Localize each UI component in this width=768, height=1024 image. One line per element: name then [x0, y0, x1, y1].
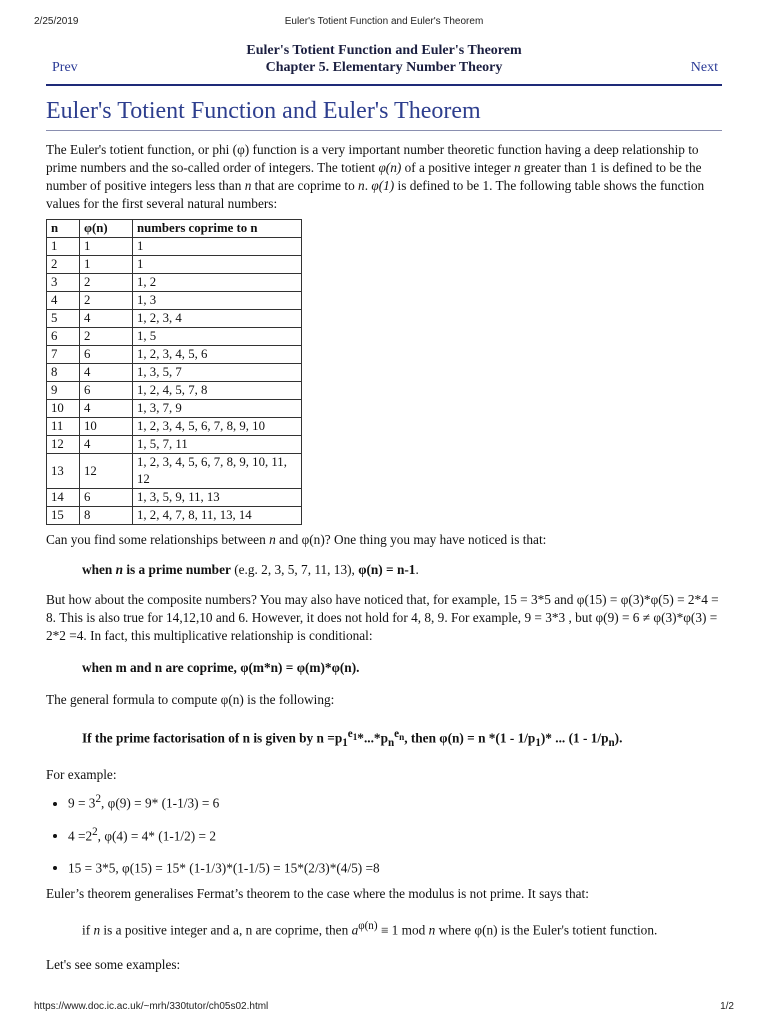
title-divider — [46, 130, 722, 131]
column-header-n: n — [47, 220, 80, 238]
example-list — [46, 790, 722, 877]
composite-paragraph: But how about the composite numbers? You may also have noticed that, for example, 15 = 3*5 and φ(15) = φ(3)*φ(5) = 2*4 = 8. This is also true for 14,12,10 and 6. However, it does not hold for 4, 8, 9. For example, 9 = 3*3 , but φ(9) = 6 ≠ φ(3)*φ(3) = 2*2 =4. In fact, this multiplicative relationship is conditional: — [46, 592, 719, 643]
print-url: https://www.doc.ic.ac.uk/~mrh/330tutor/ch05s02.html — [34, 1001, 269, 1012]
column-header-phi: φ(n) — [80, 220, 133, 238]
table-row: 4 2 1, 3 — [47, 292, 302, 310]
euler-intro: Euler’s theorem generalises Fermat’s theorem to the case where the modulus is not prime. It says that: — [46, 886, 589, 902]
table-row: 13 12 1, 2, 3, 4, 5, 6, 7, 8, 9, 10, 11, 12 — [47, 454, 302, 489]
table-row: 15 8 1, 2, 4, 7, 8, 11, 13, 14 — [47, 507, 302, 525]
table-row: 1 1 1 — [47, 238, 302, 256]
table-row: 10 4 1, 3, 7, 9 — [47, 400, 302, 418]
for-example-label: For example: — [46, 767, 117, 783]
table-row: 14 6 1, 3, 5, 9, 11, 13 — [47, 489, 302, 507]
coprime-rule: when m and n are coprime, φ(m*n) = φ(m)*φ(n). — [82, 660, 360, 675]
next-link[interactable]: Next — [690, 60, 718, 75]
nav-chapter: Chapter 5. Elementary Number Theory — [265, 60, 503, 75]
table-row: 7 6 1, 2, 3, 4, 5, 6 — [47, 346, 302, 364]
table-row: 12 4 1, 5, 7, 11 — [47, 436, 302, 454]
nav-title: Euler's Totient Function and Euler's Theorem — [246, 43, 522, 58]
general-formula: If the prime factorisation of n is given by $n =p_1^{e_1}*...*p_n^{e_n}$, then φ(n) = n $*(1 - 1/p_1)*$ ... $(1 - 1/p_n)$. — [82, 728, 623, 750]
intro-paragraph: The Euler's totient function, or phi (φ) function is a very important number theoretic function having a deep relationship to prime numbers and the so-called order of integers. The totient φ(n) of a positive integer n greater than 1 is defined to be the number of positive integers less than n that are coprime to n. φ(1) is defined to be 1. The following table shows the function values for the first several natural numbers: — [46, 142, 705, 211]
euler-statement: if n is a positive integer and a, n are coprime, then $a^{\varphi(n)} \equiv 1$ mod n where φ(n) is the Euler's totient function. — [82, 920, 658, 938]
table-row: 11 10 1, 2, 3, 4, 5, 6, 7, 8, 9, 10 — [47, 418, 302, 436]
table-row: 5 4 1, 2, 3, 4 — [47, 310, 302, 328]
table-row: 2 1 1 — [47, 256, 302, 274]
list-item: • 15 = 3*5, φ(15) = 15* (1-1/3)*(1-1/5) = 15*(2/3)*(4/5) =8 — [68, 855, 722, 877]
table-row: 6 2 1, 5 — [47, 328, 302, 346]
table-row: 9 6 1, 2, 4, 5, 7, 8 — [47, 382, 302, 400]
print-title: Euler's Totient Function and Euler's Theorem — [284, 16, 484, 27]
prime-rule: when n is a prime number (e.g. 2, 3, 5, 7, 11, 13), φ(n) = n-1. — [82, 562, 419, 577]
page-title: Euler's Totient Function and Euler's Theorem — [46, 98, 481, 124]
navigation-header — [46, 42, 722, 78]
lets-see-label: Let's see some examples: — [46, 956, 181, 972]
table-row: 3 2 1, 2 — [47, 274, 302, 292]
list-item: • $9 = 3^2$, φ(9) = 9* (1-1/3) = 6 — [68, 790, 722, 812]
list-item: • $4 =2^2$, φ(4) = 4* (1-1/2) = 2 — [68, 823, 722, 845]
table-row: 8 4 1, 3, 5, 7 — [47, 364, 302, 382]
print-date: 2/25/2019 — [34, 16, 79, 27]
column-header-coprimes: numbers coprime to n — [133, 220, 302, 238]
table-header-row — [47, 220, 302, 238]
question-paragraph: Can you find some relationships between n and φ(n)? One thing you may have noticed is that: — [46, 532, 547, 547]
header-divider — [46, 84, 722, 86]
prev-link[interactable]: Prev — [52, 60, 78, 75]
page-content — [46, 42, 722, 974]
general-formula-intro: The general formula to compute φ(n) is the following: — [46, 692, 335, 707]
totient-table — [46, 219, 302, 525]
page-number: 1/2 — [720, 1001, 734, 1012]
